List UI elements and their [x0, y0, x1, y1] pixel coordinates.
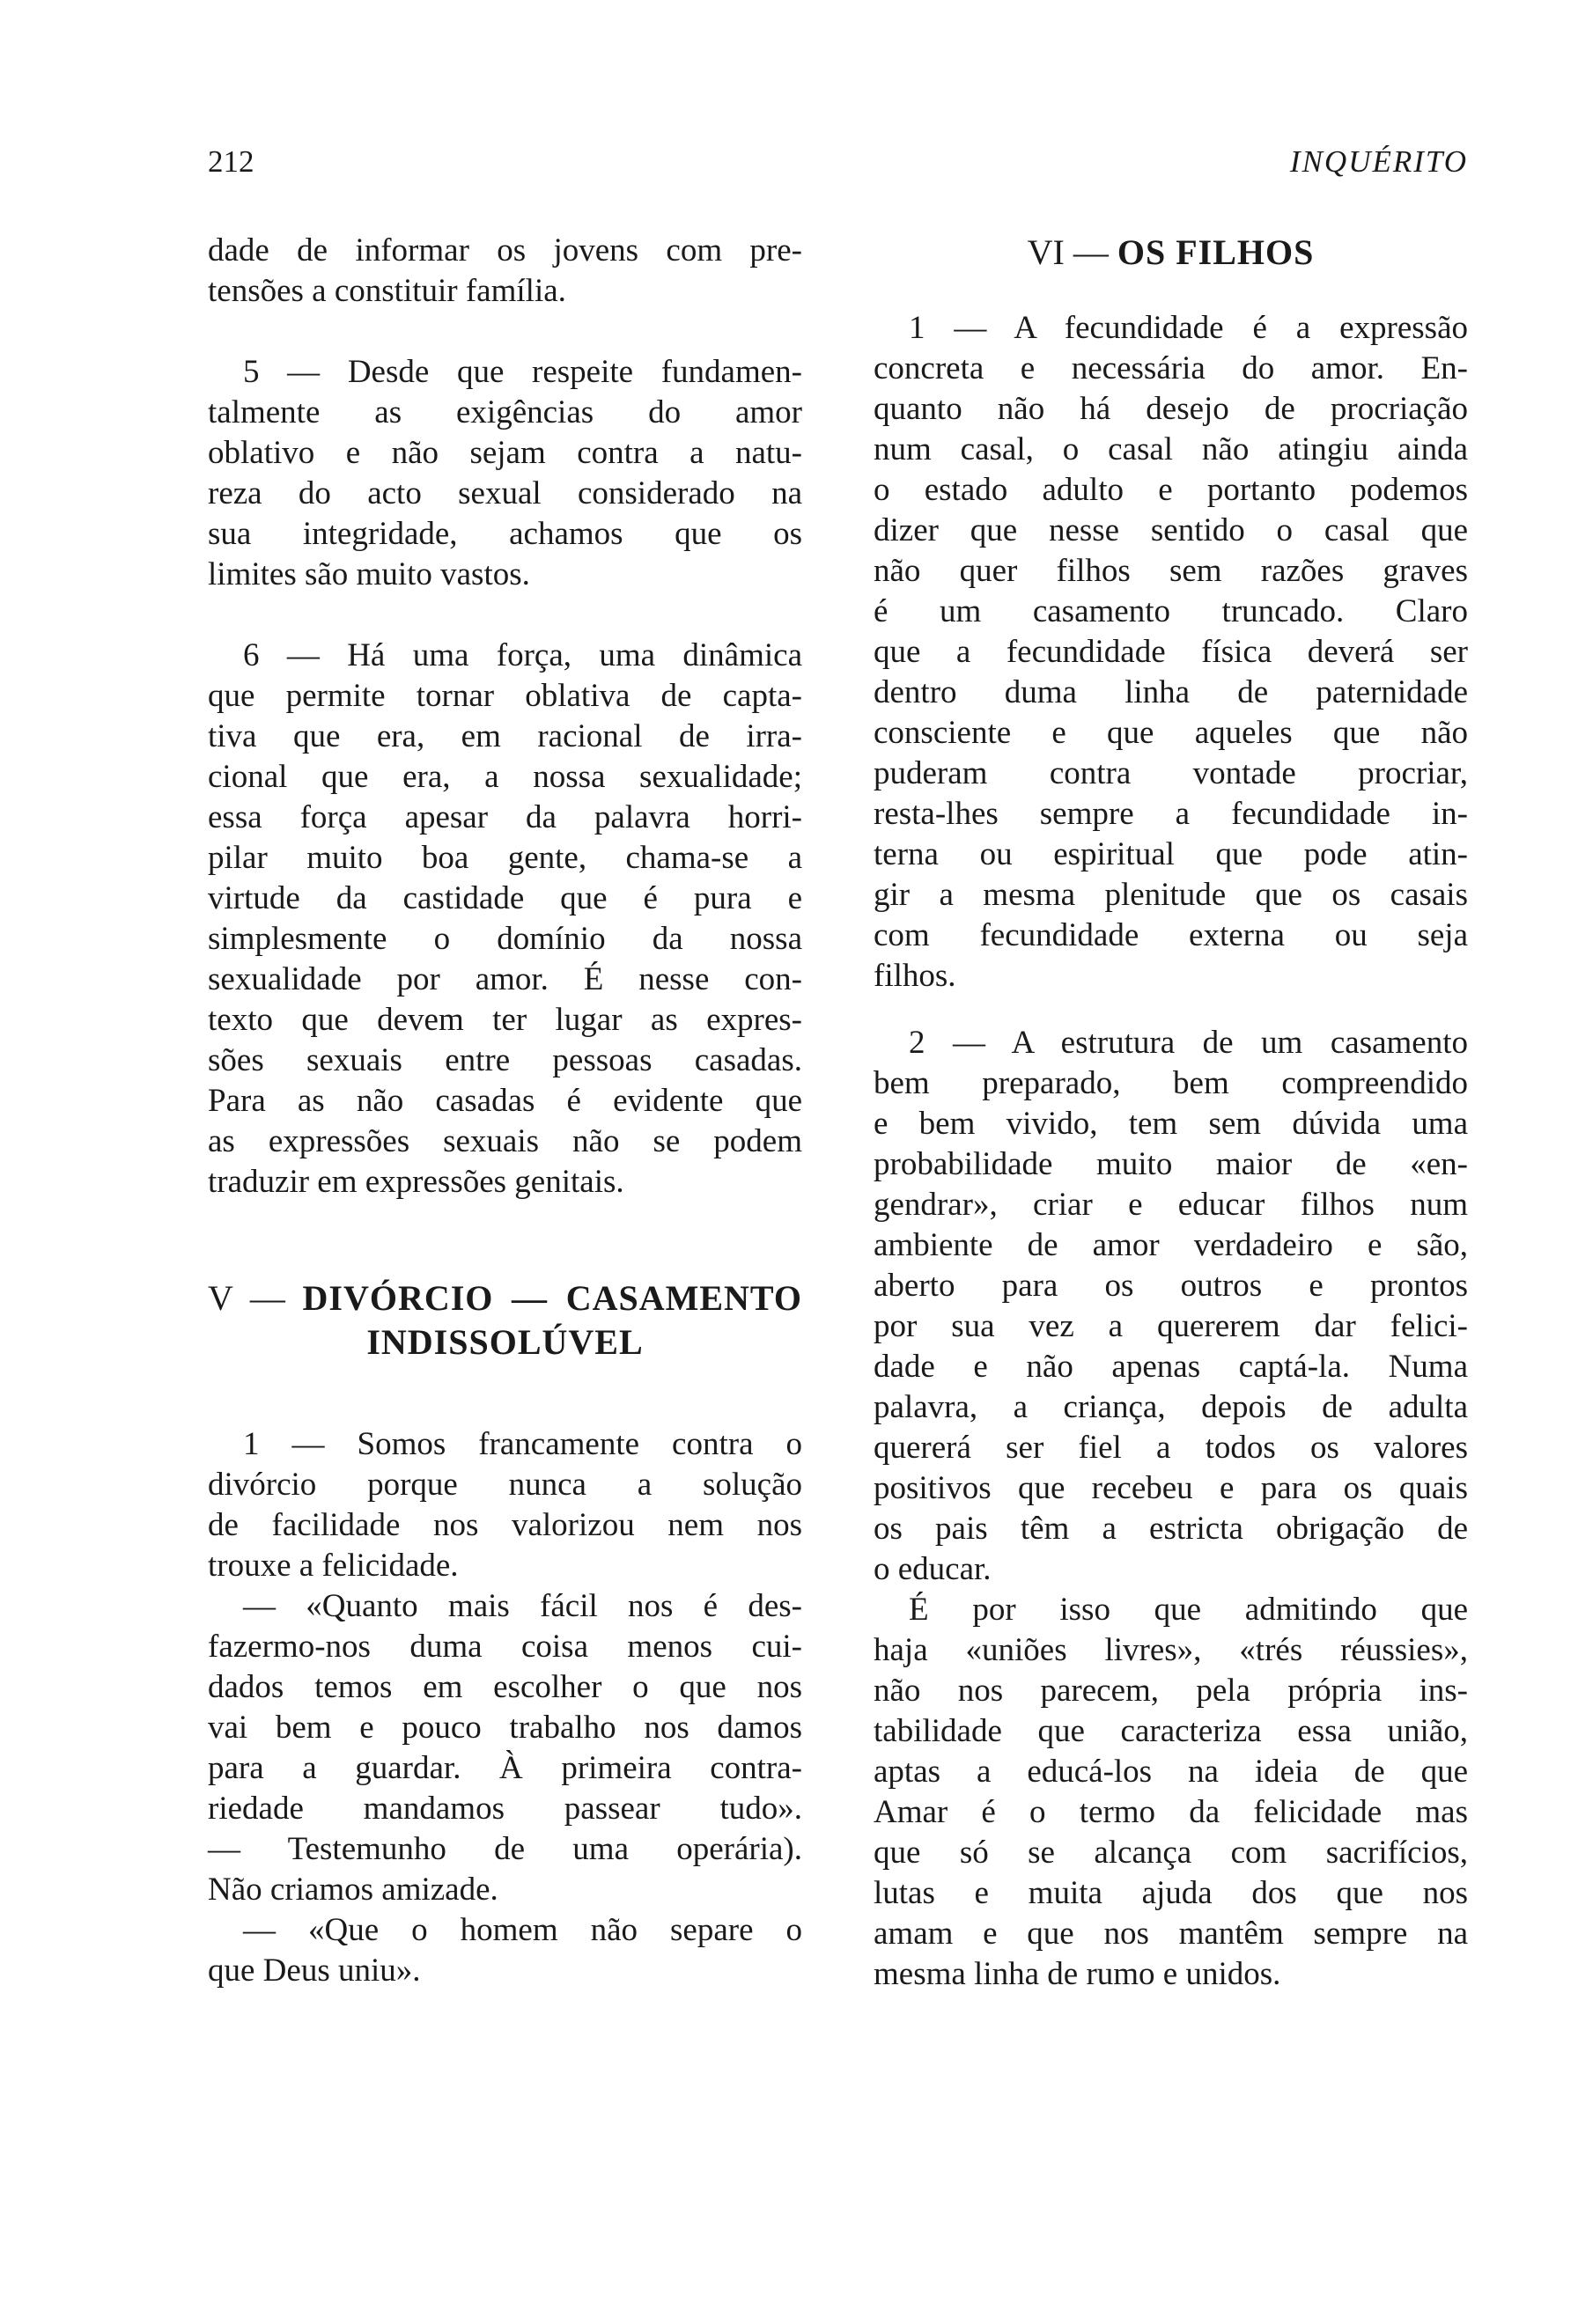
text-line: resta-lhes sempre a fecundidade in- [874, 796, 1468, 832]
text-line: as expressões sexuais não se podem [208, 1123, 802, 1159]
paragraph-6 [208, 636, 802, 1202]
text-line: texto que devem ter lugar as expres- [208, 1002, 802, 1038]
text-line: tensões a constituir família. [208, 273, 566, 309]
text-line: de facilidade nos valorizou nem nos [208, 1507, 802, 1543]
text-line: virtude da castidade que é pura e [208, 880, 802, 916]
text-line: que a fecundidade física deverá ser [874, 634, 1468, 670]
text-line: filhos. [874, 958, 956, 994]
text-line: que só se alcança com sacrifícios, [874, 1835, 1468, 1871]
section-heading-line [208, 1276, 802, 1320]
text-line: 2 — A estrutura de um casamento [909, 1025, 1468, 1061]
text-line: que permite tornar oblativa de capta- [208, 678, 802, 714]
text-line: dizer que nesse sentido o casal que [874, 512, 1468, 548]
text-line: aptas a educá-los na ideia de que [874, 1754, 1468, 1790]
text-line: riedade mandamos passear tudo». [208, 1791, 802, 1827]
text-line: quanto não há desejo de procriação [874, 391, 1468, 427]
section-heading-line [208, 1320, 802, 1364]
text-line: trouxe a felicidade. [208, 1548, 459, 1584]
text-line: aberto para os outros e prontos [874, 1268, 1468, 1304]
text-line: dade e não apenas captá-la. Numa [874, 1349, 1468, 1385]
text-line: puderam contra vontade procriar, [874, 755, 1468, 791]
text-line: positivos que recebeu e para os quais [874, 1470, 1468, 1506]
text-line: sua integridade, achamos que os [208, 516, 802, 552]
text-line: consciente e que aqueles que não [874, 715, 1468, 751]
text-line: gir a mesma plenitude que os casais [874, 877, 1468, 913]
text-line: amam e que nos mantêm sempre na [874, 1916, 1468, 1952]
text-line: não nos parecem, pela própria ins- [874, 1673, 1468, 1709]
text-line: o estado adulto e portanto podemos [874, 472, 1468, 508]
text-line: num casal, o casal não atingiu ainda [874, 431, 1468, 467]
paragraph-vi-2 [874, 1023, 1468, 1590]
text-line: vai bem e pouco trabalho nos damos [208, 1710, 802, 1746]
text-line: concreta e necessária do amor. En- [874, 350, 1468, 386]
text-line: não quer filhos sem razões graves [874, 553, 1468, 589]
text-line: pilar muito boa gente, chama-se a [208, 840, 802, 876]
text-line: — Testemunho de uma operária). [208, 1831, 802, 1867]
text-line: tabilidade que caracteriza essa união, [874, 1713, 1468, 1749]
text-line: — «Que o homem não separe o [243, 1912, 802, 1948]
text-line: os pais têm a estricta obrigação de [874, 1511, 1468, 1547]
text-line: essa força apesar da palavra horri- [208, 799, 802, 835]
section-heading-vi [874, 231, 1468, 275]
paragraph-vi-1 [874, 308, 1468, 997]
text-line: que Deus uniu». [208, 1953, 421, 1989]
page-number: 212 [208, 144, 254, 179]
text-line: — «Quanto mais fácil nos é des- [243, 1588, 802, 1624]
text-line: haja «uniões livres», «trés réussies», [874, 1632, 1468, 1668]
paragraph-v1 [208, 1424, 802, 1586]
text-line: tiva que era, em racional de irra- [208, 718, 802, 754]
text-line: terna ou espiritual que pode atin- [874, 836, 1468, 872]
text-line: É por isso que admitindo que [909, 1592, 1468, 1628]
text-line: Amar é o termo da felicidade mas [874, 1794, 1468, 1830]
text-line: reza do acto sexual considerado na [208, 475, 802, 511]
text-line: com fecundidade externa ou seja [874, 917, 1468, 953]
text-line: oblativo e não sejam contra a natu- [208, 435, 802, 471]
text-line: simplesmente o domínio da nossa [208, 921, 802, 957]
text-line: para a guardar. À primeira contra- [208, 1750, 802, 1786]
text-line: sexualidade por amor. É nesse con- [208, 961, 802, 997]
text-line: e bem vivido, tem sem dúvida uma [874, 1106, 1468, 1142]
text-line: cional que era, a nossa sexualidade; [208, 759, 802, 795]
text-line: o educar. [874, 1551, 992, 1587]
running-head: INQUÉRITO [1289, 144, 1468, 179]
section-heading-v [208, 1276, 802, 1364]
text-line: Para as não casadas é evidente que [208, 1083, 802, 1119]
paragraph-continuation [208, 231, 802, 312]
text-line: dados temos em escolher o que nos [208, 1669, 802, 1705]
section-heading-line [874, 231, 1468, 275]
text-line: é um casamento truncado. Claro [874, 593, 1468, 629]
text-line: limites são muito vastos. [208, 556, 530, 592]
section-title: DIVÓRCIO — CASAMENTO [302, 1278, 802, 1318]
text-line: divórcio porque nunca a solução [208, 1467, 802, 1503]
section-title: INDISSOLÚVEL [366, 1322, 644, 1362]
section-numeral: VI — [1027, 232, 1117, 272]
text-line: por sua vez a quererem dar felici- [874, 1308, 1468, 1344]
paragraph-vi-3 [874, 1590, 1468, 1995]
text-line: 5 — Desde que respeite fundamen- [243, 354, 802, 390]
text-line: palavra, a criança, depois de adulta [874, 1389, 1468, 1425]
text-line: Não criamos amizade. [208, 1872, 498, 1908]
text-line: sões sexuais entre pessoas casadas. [208, 1042, 802, 1078]
text-line: probabilidade muito maior de «en- [874, 1146, 1468, 1182]
text-line: 1 — A fecundidade é a expressão [909, 310, 1468, 346]
text-line: 1 — Somos francamente contra o [243, 1426, 802, 1462]
paragraph-5 [208, 352, 802, 595]
text-line: 6 — Há uma força, uma dinâmica [243, 637, 802, 673]
text-line: dentro duma linha de paternidade [874, 674, 1468, 710]
text-line: lutas e muita ajuda dos que nos [874, 1875, 1468, 1911]
text-line: traduzir em expressões genitais. [208, 1164, 624, 1200]
text-line: dade de informar os jovens com pre- [208, 232, 802, 268]
text-line: ambiente de amor verdadeiro e são, [874, 1227, 1468, 1263]
section-numeral: V — [208, 1278, 303, 1318]
text-line: mesma linha de rumo e unidos. [874, 1956, 1281, 1992]
text-line: gendrar», criar e educar filhos num [874, 1187, 1468, 1223]
text-line: bem preparado, bem compreendido [874, 1065, 1468, 1101]
text-line: talmente as exigências do amor [208, 394, 802, 430]
section-title: OS FILHOS [1117, 232, 1315, 272]
paragraph-quote-2 [208, 1910, 802, 1991]
text-line: quererá ser fiel a todos os valores [874, 1430, 1468, 1466]
text-line: fazermo-nos duma coisa menos cui- [208, 1629, 802, 1665]
paragraph-quote-1 [208, 1586, 802, 1910]
